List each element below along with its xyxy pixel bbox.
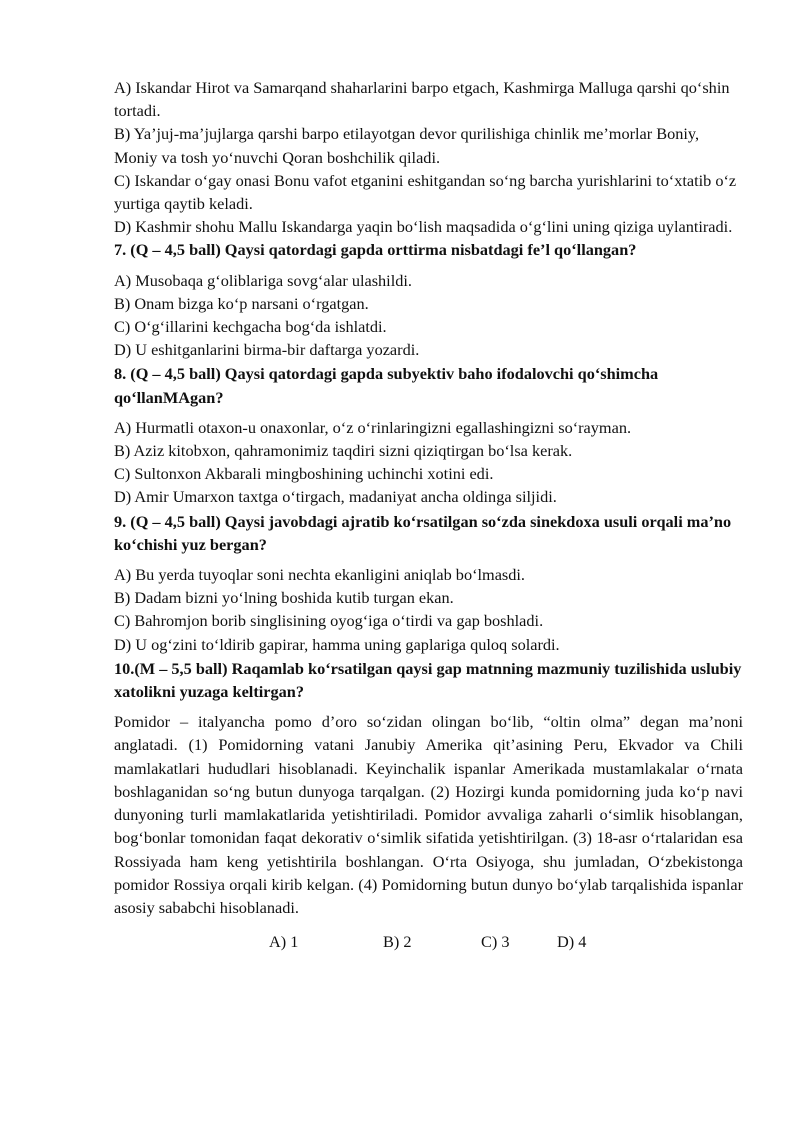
q7-option-b: B) Onam bizga ko‘p narsani o‘rgatgan. <box>114 293 369 313</box>
document-page <box>114 76 743 953</box>
q7-option-a: A) Musobaqa g‘oliblariga sovg‘alar ulashildi. <box>114 270 412 290</box>
question-10 <box>114 657 743 953</box>
question-8 <box>114 362 743 508</box>
q6-option-d: D) Kashmir shohu Mallu Iskandarga yaqin bo‘lish maqsadida o‘g‘lini uning qiziga uylantiradi. <box>114 217 733 237</box>
q9-option-d: D) U og‘zini to‘ldirib gapirar, hamma uning gaplariga quloq solardi. <box>114 634 560 654</box>
q6-option-a: A) Iskandar Hirot va Samarqand shaharlarini barpo etgach, Kashmirga Malluga qarshi qo‘shin tortadi. <box>114 78 730 121</box>
q6-option-c: C) Iskandar o‘gay onasi Bonu vafot etganini eshitgandan so‘ng barcha yurishlarini to‘xtatib o‘z yurtiga qaytib keladi. <box>114 170 737 214</box>
q6-option-b: B) Ya’juj-ma’jujlarga qarshi barpo etilayotgan devor qurilishiga chinlik me’morlar Boniy, Moniy va tosh yo‘nuvchi Qoran boshchilik qiladi. <box>114 124 700 167</box>
question-8-title: 8. (Q – 4,5 ball) Qaysi qatordagi gapda subyektiv baho ifodalovchi qo‘shimcha qo‘llanMAgan? <box>114 364 659 407</box>
q8-option-a: A) Hurmatli otaxon-u onaxonlar, o‘z o‘rinlaringizni egallashingizni so‘rayman. <box>114 417 632 437</box>
q10-answer-b: B) 2 <box>383 932 412 952</box>
question-10-title: 10.(M – 5,5 ball) Raqamlab ko‘rsatilgan qaysi gap matnning mazmuniy tuzilishida uslubiy xatolikni yuzaga keltirgan? <box>114 658 742 702</box>
question-6-options <box>114 76 743 238</box>
question-10-passage: Pomidor – italyancha pomo d’oro so‘zidan olingan bo‘lib, “oltin olma” degan ma’noni anglatadi. (1) Pomidorning vatani Janubiy Amerika qit’asining Peru, Ekvador va Chili mamlakatlari hududlari hisoblanadi. Keyinchalik ispanlar Amerikada mustamlakalar o‘rnata boshlaganidan so‘ng butun dunyoga tarqalgan. (2) Hozirgi kunda pomidorning juda ko‘p navi dunyoning turli mamlakatlarida yetishtiriladi. Pomidor avvaliga zaharli o‘simlik hisoblangan, bog‘bonlar tomonidan faqat dekorativ o‘simlik sifatida yetishtirilgan. (3) 18-asr o‘rtalaridan esa Rossiyada ham keng yetishtirila boshlangan. O‘rta Osiyoga, shu jumladan, O‘zbekistonga pomidor Rossiya orqali kirib kelgan. (4) Pomidorning butun dunyo bo‘ylab tarqalishida ispanlar asosiy sababchi hisoblanadi. <box>114 712 743 917</box>
question-9 <box>114 510 743 656</box>
q10-answer-c: C) 3 <box>481 932 510 952</box>
q9-option-c: C) Bahromjon borib singlisining oyog‘iga o‘tirdi va gap boshladi. <box>114 611 544 631</box>
q8-option-c: C) Sultonxon Akbarali mingboshining uchinchi xotini edi. <box>114 464 494 484</box>
q9-option-a: A) Bu yerda tuyoqlar soni nechta ekanligini aniqlab bo‘lmasdi. <box>114 565 525 585</box>
q8-option-b: B) Aziz kitobxon, qahramonimiz taqdiri sizni qiziqtirgan bo‘lsa kerak. <box>114 441 573 461</box>
question-10-answers <box>114 930 743 953</box>
question-7 <box>114 238 743 361</box>
q9-option-b: B) Dadam bizni yo‘lning boshida kutib turgan ekan. <box>114 588 454 608</box>
question-7-title: 7. (Q – 4,5 ball) Qaysi qatordagi gapda orttirma nisbatdagi fe’l qo‘llangan? <box>114 240 637 260</box>
q10-answer-a: A) 1 <box>269 932 299 952</box>
q10-answer-d: D) 4 <box>557 932 587 952</box>
q8-option-d: D) Amir Umarxon taxtga o‘tirgach, madaniyat ancha oldinga siljidi. <box>114 487 557 507</box>
q7-option-d: D) U eshitganlarini birma-bir daftarga yozardi. <box>114 340 420 360</box>
q7-option-c: C) O‘g‘illarini kechgacha bog‘da ishlatdi. <box>114 317 387 337</box>
question-9-title: 9. (Q – 4,5 ball) Qaysi javobdagi ajratib ko‘rsatilgan so‘zda sinekdoxa usuli orqali ma’no ko‘chishi yuz bergan? <box>114 511 732 554</box>
